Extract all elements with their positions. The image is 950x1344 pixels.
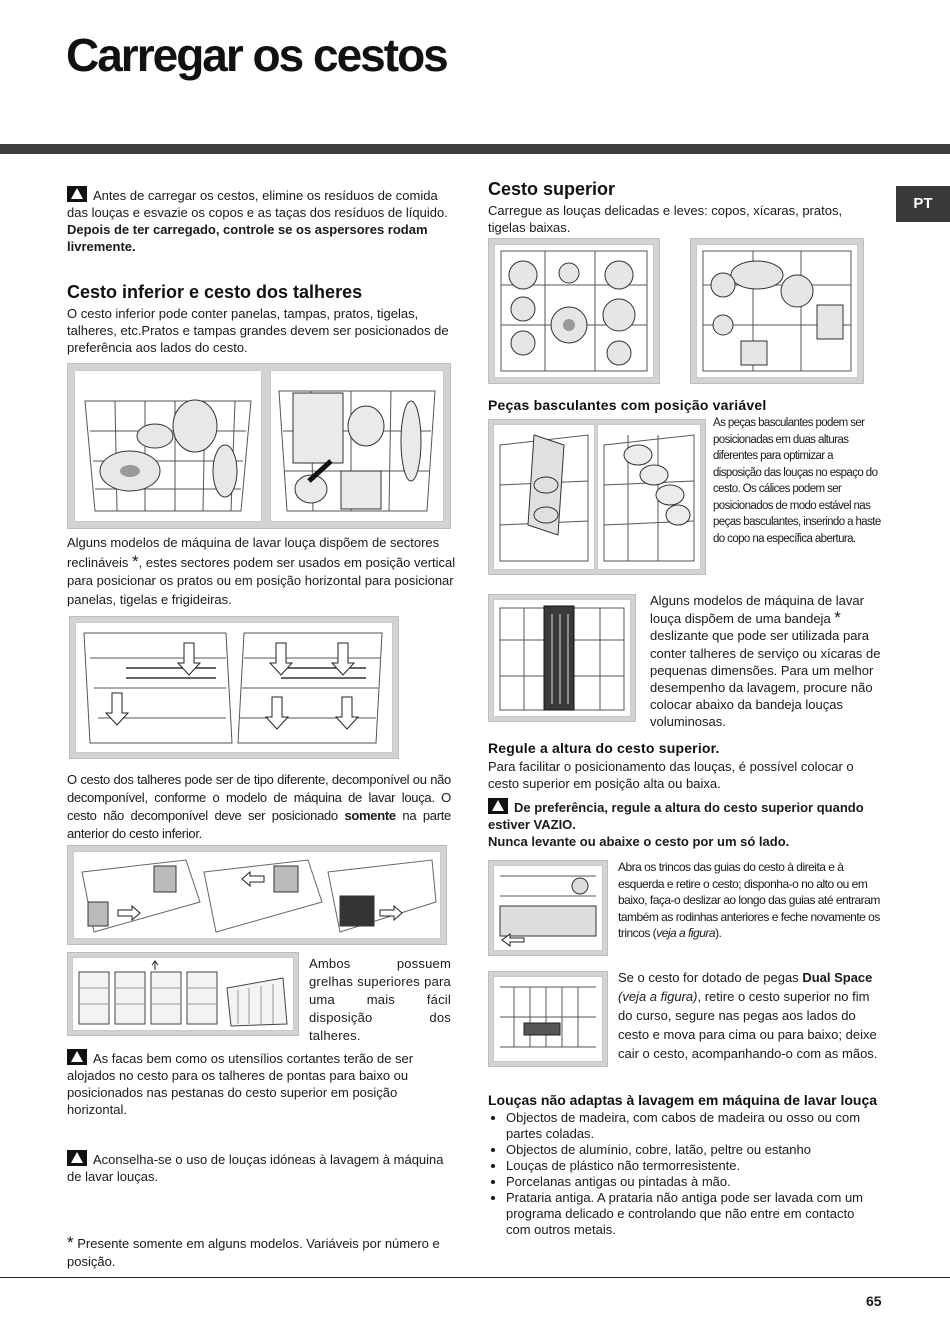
intro-warning-text: Antes de carregar os cestos, elimine os resíduos de comida das louças e esvazie os copos e as taças dos resíduos de líquido.	[67, 188, 448, 220]
grids-paragraph	[309, 955, 451, 1045]
knives-warning-block	[67, 1049, 451, 1118]
lower-basket-illustration-1	[74, 370, 262, 522]
tilt-text: As peças basculantes podem ser posicionadas em duas alturas diferentes para optimizar a disposição das louças no espaço do cesto. Os cálices podem ser posicionados de modo estável nas peças basculantes, inserindo a haste do copo na específica abertura.	[713, 417, 881, 545]
cutlery-text-a: O cesto dos talheres pode ser de tipo diferente, decomponível ou não decomponível, conforme o modelo de máquina de lavar louça. O cesto não decomponível deve ser posicionado	[67, 772, 451, 823]
warning-icon	[67, 186, 87, 202]
section-heading: Louças não adaptas à lavagem em máquina de lavar louça	[488, 1092, 878, 1108]
lower-basket-figure	[67, 363, 451, 529]
height-warning-text: De preferência, regule a altura do cesto superior quando estiver VAZIO.	[488, 800, 864, 832]
footer-rule	[0, 1277, 950, 1278]
height-never-text: Nunca levante ou abaixe o cesto por um só lado.	[488, 834, 790, 849]
sectors-paragraph	[67, 534, 457, 609]
reclining-sectors-illustration	[75, 622, 393, 753]
cutlery-tray-illustration	[493, 599, 631, 717]
sectors-text-a: Alguns modelos de máquina de lavar louça dispõem de sectores reclináveis	[67, 535, 440, 570]
tray-text-a: Alguns modelos de máquina de lavar louça dispõem de uma bandeja	[650, 593, 864, 627]
list-item: • Prataria antiga. A prataria não antiga pode ser lavada com um programa delicado e controlando que não entre em contacto com outros metais.	[506, 1190, 882, 1238]
advice-warning-block	[67, 1150, 451, 1185]
lower-basket-illustration-2	[270, 370, 444, 522]
intro-block	[67, 186, 457, 255]
cutlery-basket-positions-illustration	[73, 851, 441, 939]
cutlery-paragraph	[67, 771, 451, 843]
page-title: Carregar os cestos	[66, 29, 447, 81]
cutlery-basket-positions-figure	[67, 845, 447, 945]
footnote-star: *	[834, 608, 841, 628]
footnote-star: *	[132, 551, 139, 571]
upper-basket-section	[488, 179, 880, 236]
cutlery-tray-figure	[488, 594, 636, 722]
tray-paragraph	[650, 592, 886, 731]
latch-paragraph	[618, 859, 882, 942]
dual-bold: Dual Space	[802, 970, 873, 985]
upper-basket-illustration-2	[696, 244, 858, 378]
cutlery-text-b: na parte anterior do cesto inferior.	[67, 808, 451, 841]
warning-icon	[488, 798, 508, 814]
latch-text-b: ).	[715, 926, 722, 941]
basket-latch-illustration	[493, 865, 603, 951]
tilting-parts-figure	[488, 419, 706, 575]
section-text: O cesto inferior pode conter panelas, tampas, pratos, tigelas, talheres, etc.Pratos e tampas grandes devem ser posicionados de preferência aos lados do cesto.	[67, 306, 449, 355]
tilt-paragraph	[713, 415, 883, 547]
warning-icon	[67, 1150, 87, 1166]
knives-warning-text: As facas bem como os utensílios cortantes terão de ser alojados no cesto para os talheres de pontas para baixo ou posicionados nas pestanas do cesto superior em posição horizontal.	[67, 1051, 414, 1117]
footnote	[67, 1234, 457, 1271]
tilting-parts-illustration-2	[597, 424, 701, 570]
footnote-text: Presente somente em alguns modelos. Variáveis por número e posição.	[67, 1236, 440, 1269]
upper-basket-illustration-1	[494, 244, 654, 378]
cutlery-grid-illustration	[72, 957, 294, 1031]
warning-icon	[67, 1049, 87, 1065]
intro-bold-text: Depois de ter carregado, controle se os aspersores rodam livremente.	[67, 222, 428, 254]
unsuited-list	[488, 1110, 882, 1238]
grids-text: Ambos possuem grelhas superiores para uma mais fácil disposição dos talheres.	[309, 956, 451, 1043]
tilting-parts-illustration-1	[493, 424, 595, 570]
advice-warning-text: Aconselha-se o uso de louças idóneas à lavagem à máquina de lavar louças.	[67, 1152, 444, 1184]
list-item: • Objectos de madeira, com cabos de madeira ou osso ou com partes coladas.	[506, 1110, 882, 1142]
upper-basket-figure-1	[488, 238, 660, 384]
height-text: Para facilitar o posicionamento das louças, é possível colocar o cesto superior em posição alta ou baixa.	[488, 759, 854, 791]
sectors-text-b: , estes sectores podem ser usados em posição vertical para posicionar os pratos ou em posição horizontal para posicionar panelas, tigelas e frigideiras.	[67, 554, 456, 607]
dual-text-a: Se o cesto for dotado de pegas	[618, 970, 803, 985]
header-rule	[0, 144, 950, 154]
height-section	[488, 740, 880, 850]
cutlery-grid-figure	[67, 952, 299, 1036]
reclining-sectors-figure	[69, 616, 399, 759]
basket-latch-figure	[488, 860, 608, 956]
cutlery-bold: somente	[344, 808, 396, 823]
section-heading: Regule a altura do cesto superior.	[488, 740, 720, 756]
section-text: Carregue as louças delicadas e leves: copos, xícaras, pratos, tigelas baixas.	[488, 203, 843, 235]
dual-space-figure	[488, 971, 608, 1067]
dual-text-b: , retire o cesto superior no fim do curso, segure nas pegas aos lados do cesto e mova para cima ou para baixo; deixe cair o cesto, acompanhando-o com as mãos.	[618, 989, 878, 1061]
dual-space-illustration	[493, 976, 603, 1062]
tilt-section-heading-wrap	[488, 397, 880, 413]
footnote-star: *	[67, 1233, 74, 1252]
tray-text-b: deslizante que pode ser utilizada para conter talheres de serviço ou xícaras de pequenas dimensões. Para um melhor desempenho da lavagem, procure não colocar abaixo da bandeja louças voluminosas.	[650, 628, 881, 730]
lower-basket-section	[67, 282, 457, 356]
upper-basket-figure-2	[690, 238, 864, 384]
language-tab: PT	[896, 186, 950, 222]
dual-space-paragraph	[618, 968, 882, 1063]
list-item: • Objectos de alumínio, cobre, latão, peltre ou estanho	[506, 1142, 882, 1158]
latch-text-a: Abra os trincos das guias do cesto à direita e à esquerda e retire o cesto; disponha-o no alto ou em baixo, faça-o deslizar ao longo das guias até entraram também as rodinhas anteriores e feche novamente os trincos (	[618, 860, 880, 941]
section-heading: Cesto superior	[488, 179, 616, 199]
section-heading: Peças basculantes com posição variável	[488, 397, 767, 413]
dual-italic: (veja a figura)	[618, 989, 698, 1004]
page-number: 65	[866, 1293, 882, 1309]
list-item: • Porcelanas antigas ou pintadas à mão.	[506, 1174, 882, 1190]
latch-italic: veja a figura	[656, 926, 716, 941]
unsuited-section	[488, 1091, 882, 1238]
list-item: • Louças de plástico não termorresistente.	[506, 1158, 882, 1174]
section-heading: Cesto inferior e cesto dos talheres	[67, 282, 363, 302]
